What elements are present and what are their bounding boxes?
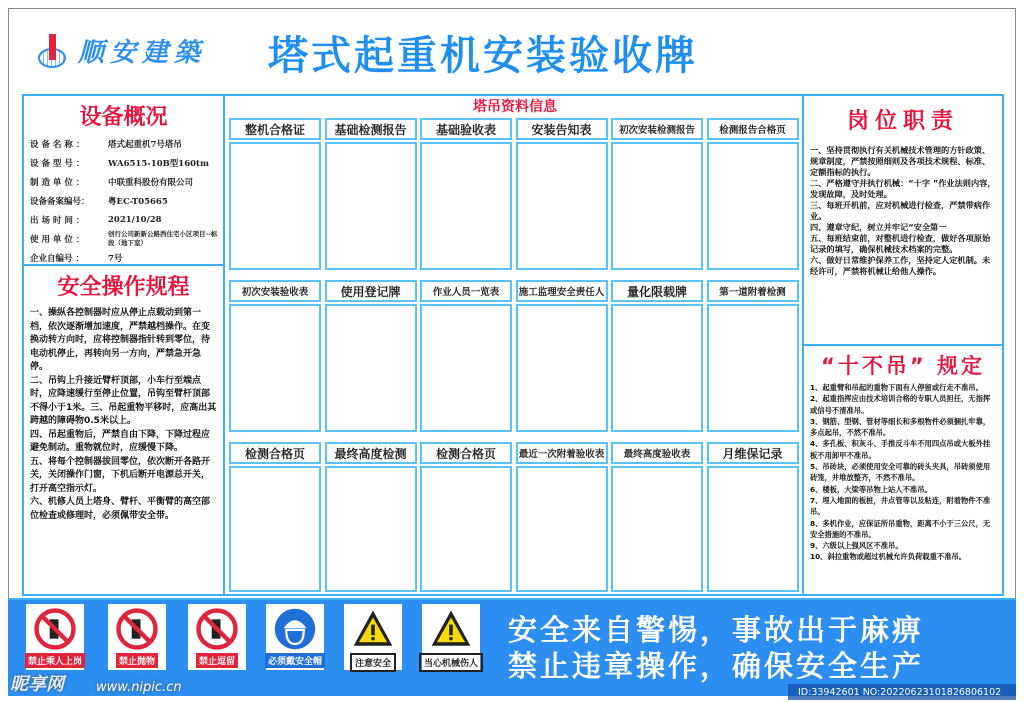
doc-slot <box>420 142 512 270</box>
slogan-line-2: 禁止违章操作，确保安全生产 <box>508 649 925 683</box>
doc-header: 基础检测报告 <box>325 118 417 140</box>
safety-rules-panel <box>22 264 225 596</box>
no-loitering-icon <box>195 607 239 651</box>
overview-key: 制 造 单 位 ： <box>30 177 85 188</box>
safety-sign <box>266 604 324 670</box>
doc-header: 初次安装检测报告 <box>611 118 703 140</box>
doc-slot <box>229 466 321 592</box>
sign-label: 禁止乘人上岗 <box>25 653 85 668</box>
watermark-id: ID:33942601 NO:20220623101826806102 <box>788 684 1016 700</box>
company-logo <box>38 32 206 69</box>
doc-slot <box>229 304 321 432</box>
doc-header: 最近一次附着验收表 <box>516 442 608 464</box>
overview-row <box>30 134 223 153</box>
safety-sign <box>344 604 402 670</box>
doc-slot <box>611 466 703 592</box>
doc-header: 第一道附着检测 <box>707 280 799 302</box>
overview-value: 7号 <box>108 253 123 264</box>
overview-key: 出 场 时 间 ： <box>30 215 85 226</box>
overview-value: 粤EC-T05665 <box>108 196 168 207</box>
safety-sign <box>188 604 246 670</box>
doc-slot <box>420 466 512 592</box>
overview-key: 使 用 单 位 ： <box>30 234 85 245</box>
doc-header: 整机合格证 <box>229 118 321 140</box>
overview-title: 设备概况 <box>79 105 168 130</box>
doc-header: 基础验收表 <box>420 118 512 140</box>
exclamation-icon <box>351 607 395 651</box>
doc-slot <box>229 142 321 270</box>
overview-key: 设备备案编号： <box>30 196 90 207</box>
doc-slot <box>707 304 799 432</box>
doc-slot <box>420 304 512 432</box>
safety-sign <box>108 604 166 670</box>
logo-icon <box>38 34 66 68</box>
doc-header: 最终高度验收表 <box>611 442 703 464</box>
doc-slot <box>325 466 417 592</box>
overview-key: 设 备 名 称 ： <box>30 139 85 150</box>
safety-rules-text: 一、操纵各控制器时应从停止点载动到第一档，依次逐渐增加速度，严禁越档操作。在变换动转方向时，应将控制器指针转到零位，待电动机停止，再转向另一方向，严禁急开急停。 二、吊钩上升接近臂杆顶部，小车行至端点时，应降速缓行至停止位置，吊钩至臂杆顶部不得小于1米。三、吊起重物平移时，应高出其跨越的障碍物0.5米以上。 四、吊起重物后，严禁自由下降，下降过程应避免制动。重物就位时，应缓慢下降。 五、将每个控制器拔回零位，依次断开各路开关，关闭操作门窗，下机后断开电源总开关，打开高空指示灯。 六、机修人员上塔身、臂杆、平衡臂的高空部位检查或修理时，必须佩带安全带。 <box>30 308 217 521</box>
doc-slot <box>516 466 608 592</box>
sign-label: 禁止逗留 <box>196 653 238 668</box>
ten-rules-panel <box>802 344 1004 596</box>
safety-sign <box>422 604 480 670</box>
sign-label: 注意安全 <box>350 653 396 672</box>
overview-value: WA6515-10B型160tm <box>108 158 209 169</box>
no-throwing-icon <box>115 607 159 651</box>
duties-panel <box>802 94 1004 346</box>
overview-row <box>30 172 223 191</box>
doc-slot <box>611 304 703 432</box>
ten-rules-title: “十不吊” 规定 <box>821 354 985 378</box>
watermark-site: 昵享网 <box>10 674 64 695</box>
doc-slot <box>325 304 417 432</box>
doc-header: 初次安装验收表 <box>229 280 321 302</box>
helmet-icon <box>273 607 317 651</box>
overview-value: 2021/10/28 <box>108 214 162 225</box>
doc-slot <box>611 142 703 270</box>
equipment-overview-panel <box>22 94 225 266</box>
duties-title: 岗位职责 <box>846 109 959 134</box>
doc-header: 使用登记牌 <box>325 280 417 302</box>
overview-row <box>30 191 223 210</box>
overview-key: 企业自编号 ： <box>30 253 84 264</box>
gear-hand-icon <box>429 607 473 651</box>
overview-value: 创行公司新新公路西住宅小区项目--标段（地下室） <box>108 229 218 247</box>
doc-header: 量化限载牌 <box>611 280 703 302</box>
overview-value: 中联重科股份有限公司 <box>108 177 194 188</box>
overview-row <box>30 210 223 229</box>
doc-slot <box>707 466 799 592</box>
sign-label: 必须戴安全帽 <box>265 653 325 668</box>
slogan-line-1: 安全来自警惕，事故出于麻痹 <box>508 613 925 647</box>
doc-header: 最终高度检测 <box>325 442 417 464</box>
safety-sign <box>26 604 84 670</box>
doc-header: 作业人员一览表 <box>420 280 512 302</box>
doc-slot <box>325 142 417 270</box>
doc-header: 月维保记录 <box>707 442 799 464</box>
doc-slot <box>516 304 608 432</box>
safety-rules-title: 安全操作规程 <box>57 275 190 300</box>
doc-header: 检测合格页 <box>420 442 512 464</box>
doc-slot <box>707 142 799 270</box>
company-name: 顺安建築 <box>78 38 207 68</box>
sign-label: 当心机械伤人 <box>419 653 483 672</box>
doc-header: 施工监理安全责任人 <box>516 280 608 302</box>
page-title: 塔式起重机安装验收牌 <box>268 33 698 79</box>
docs-title: 塔吊资料信息 <box>473 99 557 115</box>
sign-label: 禁止抛物 <box>116 653 158 668</box>
overview-row <box>30 153 223 172</box>
doc-header: 检测报告合格页 <box>707 118 799 140</box>
overview-row <box>30 229 223 248</box>
doc-header: 检测合格页 <box>229 442 321 464</box>
overview-key: 设 备 型 号 ： <box>30 158 85 169</box>
doc-slot <box>516 142 608 270</box>
overview-value: 塔式起重机7号塔吊 <box>108 139 182 150</box>
ten-rules-text: 1、起重臂和吊起的重物下面有人停留或行走不准吊。 2、起重指挥应由技术培训合格的专职人员担任，无指挥或信号不清准吊。 3、钢筋、型钢、管材等细长和多根物件必须捆扎牢靠，多点起吊，不然不准吊。 4、多孔板、积灰斗、手推反斗车不用四点吊或大板外挂板不用卸甲不准吊。 5、吊砖块，必须使用安全可靠的砖头夹具，吊砖须使用砖笼，并堆放整齐，不然不准吊。 6、楼板，大梁等吊物上站人不准吊。 7、埋入地面的板桩，井点管等以及粘连，附着物件不准吊。 8、多机作业，应保证所吊重物，距离不小于三公尺，无安全措施的不准吊。 9、六级以上强风区不准吊。 10、斜拉重物或超过机械允许负荷载重不准吊。 <box>810 383 991 562</box>
watermark-url: www.nipic.cn <box>96 680 182 695</box>
duties-text: 一、坚持贯彻执行有关机械技术管理的方针政策、规章制度，严禁按照细则及各项技术规程、标准、定额指标的执行。 二、严格遵守并执行机械：“十字 ”作业法则内容，发现故障，及时处理。 三、每班开机前，应对机械进行检查，严禁带病作业。 四、遵章守纪，树立并牢记“安全第一 五、每班结束前，对整机进行检查，做好各项原始记录的填写，确保机械技术档案的完整。 六、做好日常维护保养工作，坚持定人定机制。未经许可，严禁将机械让给他人操作。 <box>810 145 996 276</box>
doc-header: 安装告知表 <box>516 118 608 140</box>
no-riding-icon <box>33 607 77 651</box>
